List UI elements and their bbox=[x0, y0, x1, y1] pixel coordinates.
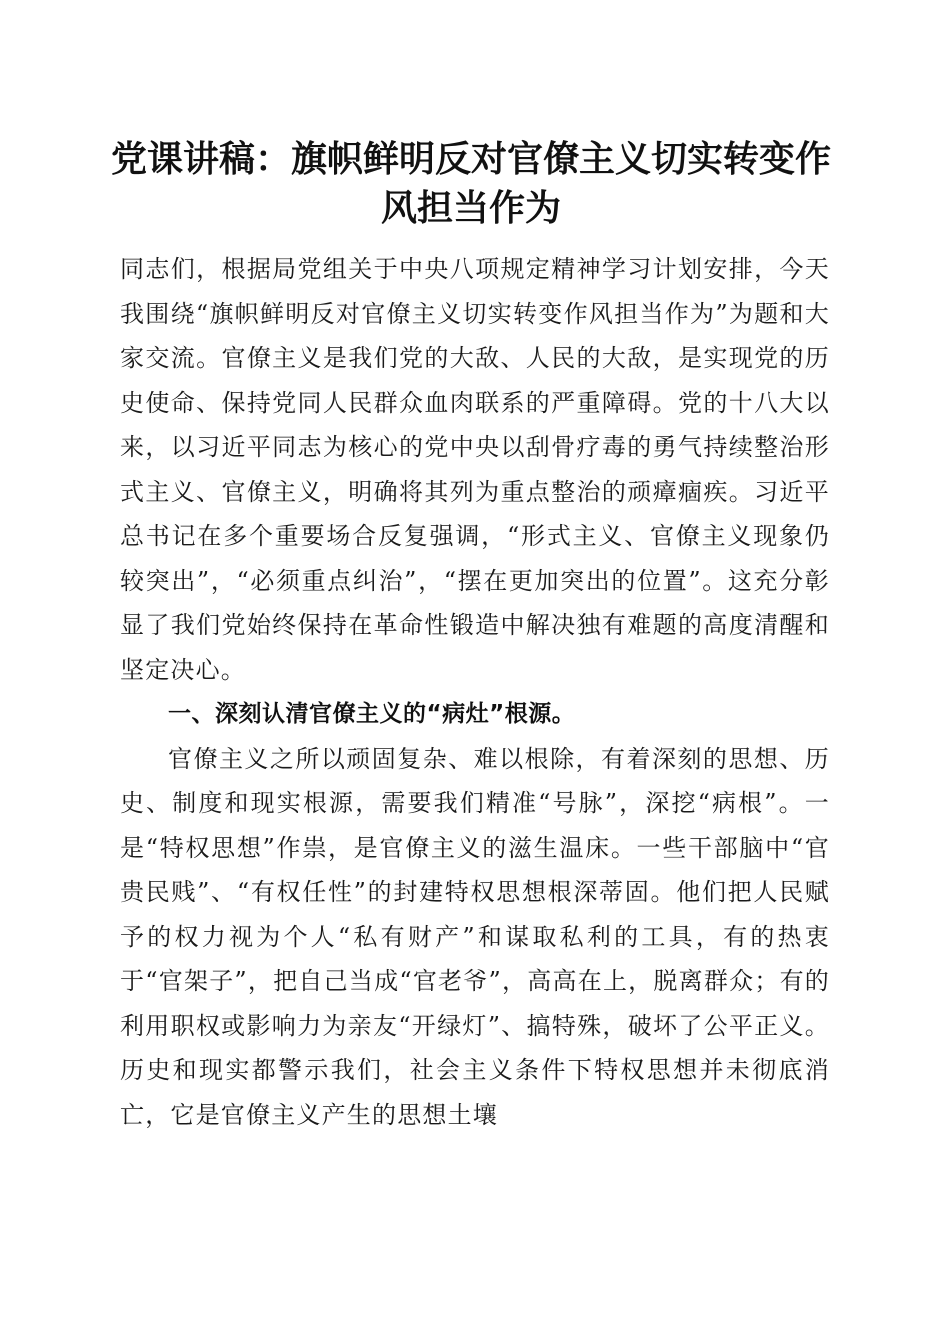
paragraph-section-1: 官僚主义之所以顽固复杂、难以根除，有着深刻的思想、历史、制度和现实根源，需要我们精准“号脉”，深挖“病根”。一是“特权思想”作祟，是官僚主义的滋生温床。一些干部脑中“官贵民贱”、“有权任性”的封建特权思想根深蒂固。他们把人民赋予的权力视为个人“私有财产”和谋取私利的工具，有的热衷于“官架子”，把自己当成“官老爷”，高高在上，脱离群众；有的利用职权或影响力为亲友“开绿灯”、搞特殊，破坏了公平正义。历史和现实都警示我们，社会主义条件下特权思想并未彻底消亡，它是官僚主义产生的思想土壤 bbox=[120, 744, 830, 1129]
title-line-1: 党课讲稿：旗帜鲜明反对官僚主义切实转变作 bbox=[110, 138, 831, 180]
document-title bbox=[100, 135, 842, 233]
document-body bbox=[120, 247, 830, 1137]
paragraph-opening: 同志们，根据局党组关于中央八项规定精神学习计划安排，今天我围绕“旗帜鲜明反对官僚主义切实转变作风担当作为”为题和大家交流。官僚主义是我们党的大敌、人民的大敌，是实现党的历史使命、保持党同人民群众血肉联系的严重障碍。党的十八大以来，以习近平同志为核心的党中央以刮骨疗毒的勇气持续整治形式主义、官僚主义，明确将其列为重点整治的顽瘴痼疾。习近平总书记在多个重要场合反复强调，“形式主义、官僚主义现象仍较突出”，“必须重点纠治”，“摆在更加突出的位置”。这充分彰显了我们党始终保持在革命性锻造中解决独有难题的高度清醒和坚定决心。 bbox=[120, 255, 830, 684]
title-line-2: 风担当作为 bbox=[380, 187, 561, 229]
section-heading-1: 一、深刻认清官僚主义的“病灶”根源。 bbox=[168, 701, 576, 727]
